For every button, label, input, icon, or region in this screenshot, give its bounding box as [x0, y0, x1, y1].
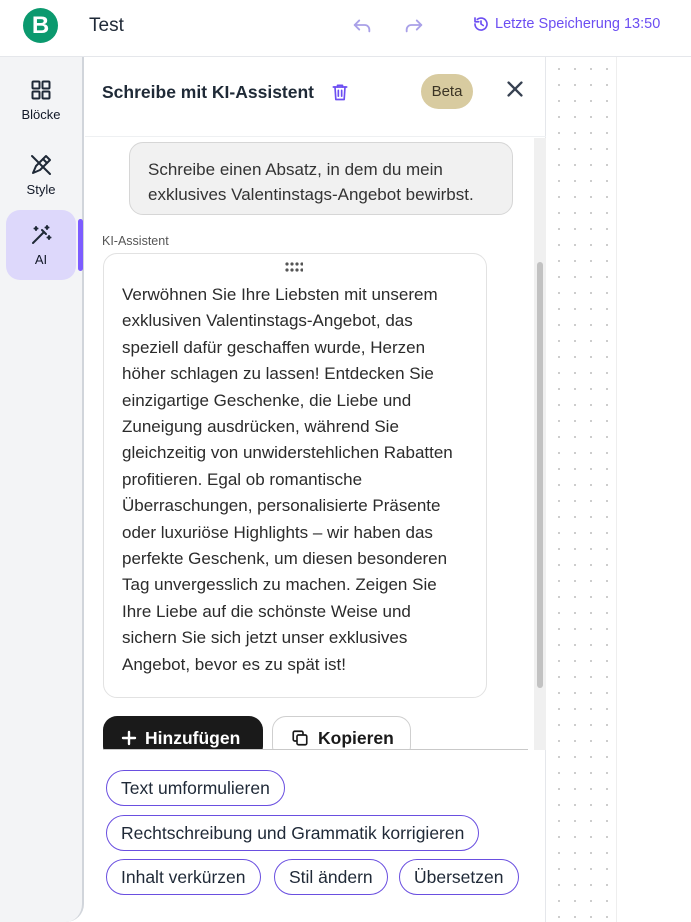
chip-change-style[interactable]: Stil ändern: [274, 859, 388, 895]
document-title[interactable]: Test: [89, 15, 124, 36]
canvas-margin: [617, 57, 691, 922]
assistant-label: KI-Assistent: [102, 234, 169, 248]
save-status[interactable]: [472, 15, 660, 33]
canvas-edge: [616, 57, 617, 922]
undo-icon[interactable]: [351, 14, 373, 36]
close-icon[interactable]: [504, 78, 526, 100]
beta-badge: Beta: [421, 74, 473, 109]
grid-icon: [29, 78, 53, 102]
brush-icon: [29, 153, 53, 177]
chip-shorten[interactable]: Inhalt verkürzen: [106, 859, 261, 895]
ai-panel: [85, 57, 546, 922]
assistant-response-card[interactable]: [103, 253, 487, 698]
trash-icon[interactable]: [330, 81, 350, 103]
chip-fix-grammar[interactable]: Rechtschreibung und Grammatik korrigieren: [106, 815, 479, 851]
conversation-area[interactable]: [85, 138, 546, 750]
magic-wand-icon: [29, 223, 53, 247]
copy-icon: [291, 729, 309, 747]
rail-item-label: Blöcke: [21, 107, 61, 122]
panel-header: [85, 57, 546, 137]
copy-button[interactable]: [272, 716, 411, 750]
brand-logo[interactable]: B: [23, 8, 58, 43]
add-button-label: Hinzufügen: [145, 727, 241, 748]
add-button[interactable]: [103, 716, 263, 750]
rail-item-ai[interactable]: [6, 210, 76, 280]
top-bar: [0, 0, 691, 57]
panel-title: Schreibe mit KI-Assistent: [102, 82, 314, 102]
drag-handle-icon[interactable]: [285, 262, 303, 272]
rail-item-label: AI: [34, 252, 48, 267]
plus-icon: [121, 730, 137, 746]
rail-item-style[interactable]: [6, 140, 76, 210]
divider: [103, 749, 528, 750]
chip-rephrase[interactable]: Text umformulieren: [106, 770, 285, 806]
redo-icon[interactable]: [403, 14, 425, 36]
scrollbar-thumb[interactable]: [537, 262, 543, 688]
assistant-response-text: Verwöhnen Sie Ihre Liebsten mit unserem exklusiven Valentinstags-Angebot, das speziell dafür geschaffen wurde, Herzen höher schlagen zu lassen! Entdecken Sie einzigartige Geschenke, die Liebe und Zuneigung ausdrücken, während Sie gleichzeitig von unwiderstehlichen Rabatten profitieren. Egal ob romantische Überraschungen, personalisierte Präsente oder luxuriöse Highlights – wir haben das perfekte Geschenk, um diesen besonderen Tag unvergesslich zu machen. Zeigen Sie Ihre Liebe auf die schönste Weise und sichern Sie sich jetzt unser exklusives Angebot, bevor es zu spät ist!: [122, 285, 453, 674]
save-status-text: Letzte Speicherung 13:50: [495, 16, 661, 32]
active-indicator: [78, 219, 83, 271]
rail-item-label: Style: [26, 182, 56, 197]
rail-item-blocks[interactable]: [6, 65, 76, 135]
copy-button-label: Kopieren: [318, 727, 394, 748]
chip-translate[interactable]: Übersetzen: [399, 859, 519, 895]
left-rail: [0, 57, 84, 922]
user-prompt-bubble: Schreibe einen Absatz, in dem du mein exklusives Valentinstags-Angebot bewirbst.: [129, 142, 513, 215]
history-icon: [472, 15, 490, 33]
